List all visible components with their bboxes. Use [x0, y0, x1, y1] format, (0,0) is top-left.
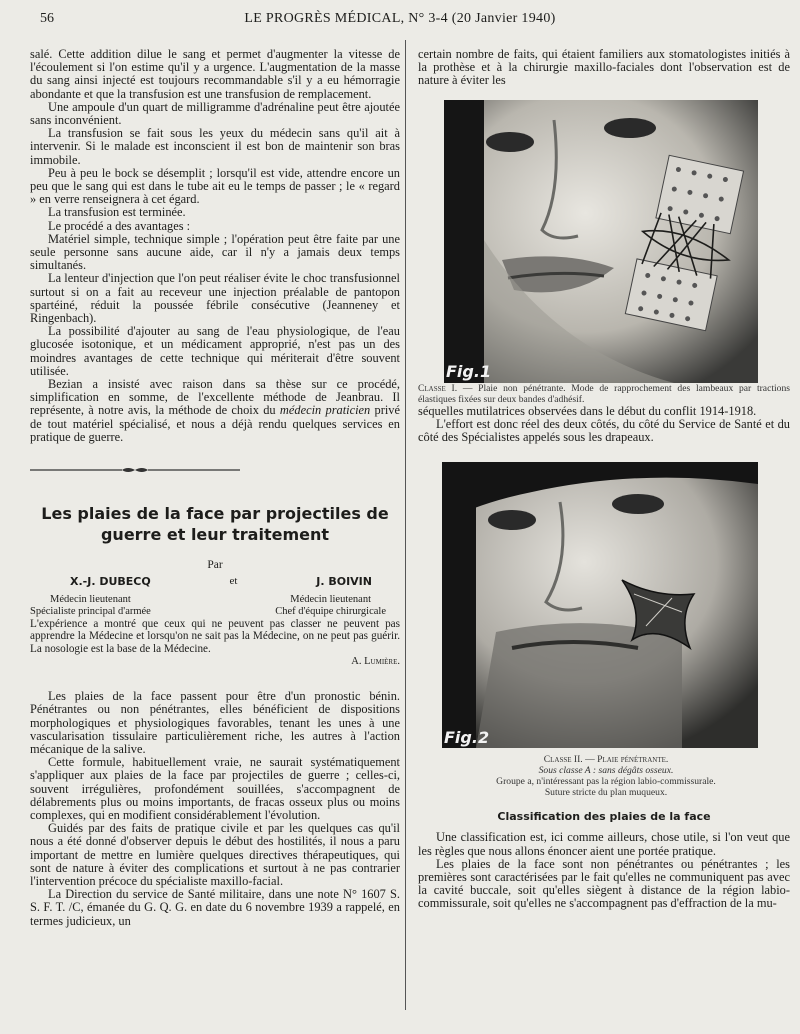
author-name: J. BOIVIN — [316, 574, 372, 588]
paragraph: La transfusion est terminée. — [48, 205, 186, 220]
page-number: 56 — [40, 11, 54, 26]
paragraph: Une ampoule d'un quart de milligramme d'adrénaline peut être ajoutée sans inconvénient. — [30, 99, 400, 128]
face-photo-1 — [444, 100, 758, 383]
epigraph-author: A. Lumière. — [351, 655, 400, 667]
paragraph: Les plaies de la face passent pour être d'un pronostic bénin. Pénétrantes ou non pénétrantes, elles bénéficient de dispositions morphologiques et physiologiques favorables, tenant les unes à une vascularisation tissulaire particulièrement riche, les autres à l'action mécanique de la salive. — [30, 689, 400, 756]
section-title: Classification des plaies de la face — [497, 810, 711, 824]
author1-role: Médecin lieutenant Spécialiste principal d'armée — [30, 593, 151, 617]
paragraph: La lenteur d'injection que l'on peut réaliser évite le choc transfusionnel surtout si on a fait au receveur une injection préalable de pantopon spartéiné, réduit la poussée fébrile consécutive (Jeanneney et Ringenbach). — [30, 271, 400, 326]
bezian-paragraph: Bezian a insisté avec raison dans sa thèse sur ce procédé, simplification en somme, de l'excellente méthode de Jeanbrau. Il représente, à notre avis, la méthode de choix du médecin praticien privé de tout matériel spécialisé, et nous a déjà rendu quelques services en pratique de guerre. — [30, 377, 400, 444]
paragraph: La possibilité d'ajouter au sang de l'eau physiologique, de l'eau glucosée isotonique, et un médicament approprié, n'est pas un des moindres avantages de cette technique qui mériterait d'être souvent utilisée. — [30, 324, 400, 378]
authors-line — [70, 575, 372, 588]
paragraph: salé. Cette addition dilue le sang et permet d'augmenter la vitesse de l'écoulement si l'on estime qu'il y a urgence. L'augmentation de la masse du sang ainsi injecté est toujours recommandable s'il y a eu hémorragie abondante et que la transfusion est une transfusion de remplacement. — [30, 47, 400, 101]
by-label: Par — [207, 559, 223, 572]
paragraph: Les plaies de la face sont non pénétrantes ou pénétrantes ; les premières sont caractérisées par le fait qu'elles ne communiquent pas avec la cavité buccale, soit qu'elles siègent à distance de la région labio-commissurale, soit qu'elles ne s'accompagnent pas d'effraction de la mu- — [418, 856, 790, 911]
figure-2-caption: Classe II. — Plaie pénétrante. Sous classe A : sans dégâts osseux. Groupe a, n'intéressant pas la région labio-commissurale. Suture stricte du plan muqueux. — [496, 754, 716, 799]
paragraph: Le procédé a des avantages : — [48, 218, 191, 233]
paragraph: séquelles mutilatrices observées dans le début du conflit 1914-1918. — [418, 403, 757, 418]
paragraph: Une classification est, ici comme ailleurs, chose utile, si l'on veut que les règles que nous allons énoncer aient une portée pratique. — [418, 830, 790, 858]
author2-role: Médecin lieutenant Chef d'équipe chirurgicale — [275, 593, 386, 617]
paragraph: Matériel simple, technique simple ; l'opération peut être faite par une seule personne sans aucune aide, car il n'y a jamais deux temps simultanés. — [30, 231, 400, 273]
paragraph: La transfusion se fait sous les yeux du médecin sans qu'il ait à intervenir. Si le malade est inconscient il est bon de maintenir son bras immobile. — [30, 126, 400, 167]
author-name: X.-J. DUBECQ — [70, 574, 151, 588]
right-column — [418, 48, 790, 911]
figure-label: Fig.1 — [446, 362, 492, 382]
and-label: et — [229, 574, 238, 587]
author-roles — [30, 594, 400, 618]
paragraph: La Direction du service de Santé militaire, dans une note N° 1607 S. S. F. T. /C, émanée du G. Q. G. en date du 6 novembre 1939 a rappelé, en termes judicieux, un — [30, 887, 400, 928]
article-title: Les plaies de la face par projectiles de guerre et leur traitement — [41, 504, 389, 545]
column-rule — [405, 40, 406, 1010]
figure-1-caption: Classe I. — Plaie non pénétrante. Mode de rapprochement des lambeaux par tractions élastiques fixées sur deux bandes d'adhésif. — [418, 382, 790, 405]
epigraph: L'expérience a montré que ceux qui ne peuvent pas classer ne peuvent pas apprendre la Médecine et lorsqu'on ne sait pas la Médecine, on ne peut pas guérir. La nosologie est la base de la Médecine. — [30, 617, 400, 655]
running-head: LE PROGRÈS MÉDICAL, N° 3-4 (20 Janvier 1940) — [244, 11, 556, 26]
ornament-divider — [30, 466, 240, 474]
figure-label: Fig.2 — [444, 728, 490, 748]
figure-1-photo — [444, 100, 758, 383]
face-photo-2 — [442, 462, 758, 748]
left-column — [30, 48, 400, 928]
emphasis: médecin praticien — [279, 403, 371, 418]
paragraph: certain nombre de faits, qui étaient familiers aux stomatologistes initiés à la prothèse et à la chirurgie maxillo-faciales dont l'observation est de nature à éviter les — [418, 47, 790, 88]
paragraph: L'effort est donc réel des deux côtés, du côté du Service de Santé et du côté des Spécialistes appelés sous les drapeaux. — [418, 416, 790, 445]
paragraph: Cette formule, habituellement vraie, ne saurait systématiquement s'appliquer aux plaies de la face par projectiles de guerre ; celles-ci, souvent irrégulières, profondément souillées, s'accompagnent de délabrements plus ou moins importants, de fracas osseux plus ou moins complexes, qui en modifient considérablement l'évolution. — [30, 755, 400, 822]
figure-2-photo — [442, 462, 758, 748]
paragraph: Guidés par des faits de pratique civile et par les quelques cas qu'il nous a été donné d'observer depuis le début des hostilités, il nous a paru important de mettre en lumière quelques directives thérapeutiques, qui sont de nature à éviter des complications et surtout à ne pas contrarier l'intervention précoce du spécialiste maxillo-facial. — [30, 821, 400, 888]
paragraph: Peu à peu le bock se désemplit ; lorsqu'il est vide, attendre encore un peu que le sang qui est dans le tube ait eu le temps de passer ; le « regard » en verre renseignera à cet égard. — [30, 165, 400, 207]
